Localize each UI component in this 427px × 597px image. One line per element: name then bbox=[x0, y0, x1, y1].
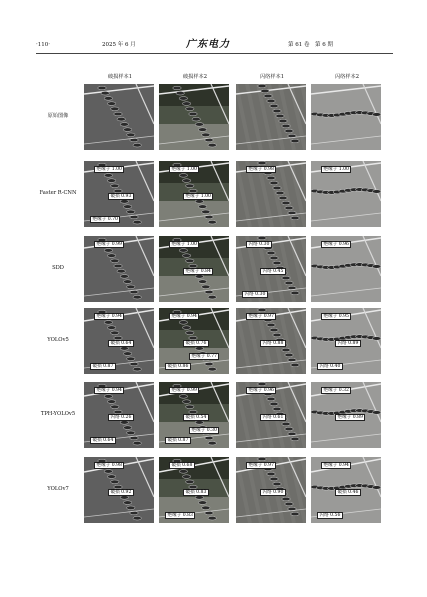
column-header: 闪络样本2 bbox=[334, 74, 360, 80]
detection-image-tile bbox=[311, 236, 381, 302]
detection-label: 绝缘子 0.94 bbox=[321, 462, 351, 469]
detection-image-tile bbox=[236, 161, 306, 227]
detection-label: 破损 0.68 bbox=[169, 462, 195, 469]
detection-label: 绝缘子 0.96 bbox=[321, 241, 351, 248]
detection-label: 闪络 0.30 bbox=[246, 241, 272, 248]
detection-image-tile bbox=[84, 84, 154, 150]
detection-label: 破损 0.93 bbox=[108, 193, 134, 200]
column-header: 闪络样本1 bbox=[259, 74, 285, 80]
detection-label: 绝缘子 1.00 bbox=[183, 193, 213, 200]
detection-label: 绝缘子 0.98 bbox=[246, 166, 276, 173]
detection-label: 闪络 0.89 bbox=[335, 340, 361, 347]
issue-date: 2025 年 6 月 bbox=[102, 42, 136, 48]
detection-label: 绝缘子 0.97 bbox=[246, 313, 276, 320]
row-label: SDD bbox=[52, 265, 64, 271]
detection-label: 绝缘子 0.96 bbox=[246, 387, 276, 394]
detection-label: 破损 0.87 bbox=[165, 437, 191, 444]
detection-label: 闪络 0.61 bbox=[260, 414, 286, 421]
detection-label: 闪络 0.56 bbox=[317, 512, 343, 519]
detection-image-tile bbox=[236, 382, 306, 448]
detection-image-tile bbox=[311, 84, 381, 150]
detection-label: 闪络 0.40 bbox=[317, 363, 343, 370]
detection-label: 破损 0.64 bbox=[108, 340, 134, 347]
detection-image-tile bbox=[84, 457, 154, 523]
detection-image-tile bbox=[236, 457, 306, 523]
column-header: 破损样本1 bbox=[107, 74, 133, 80]
detection-image-tile bbox=[311, 161, 381, 227]
row-label: YOLOv7 bbox=[47, 486, 69, 492]
detection-label: 绝缘子 0.89 bbox=[335, 414, 365, 421]
detection-label: 闪络 0.26 bbox=[108, 414, 134, 421]
detection-label: 破损 0.76 bbox=[183, 340, 209, 347]
detection-label: 绝缘子 0.94 bbox=[94, 387, 124, 394]
detection-image-tile bbox=[159, 382, 229, 448]
detection-label: 绝缘子 1.00 bbox=[321, 166, 351, 173]
detection-label: 绝缘子 0.77 bbox=[189, 353, 219, 360]
journal-title: 广东电力 bbox=[186, 39, 230, 50]
detection-label: 闪络 0.45 bbox=[260, 268, 286, 275]
detection-image-tile bbox=[84, 161, 154, 227]
detection-image-tile bbox=[159, 161, 229, 227]
detection-image-tile bbox=[159, 457, 229, 523]
detection-label: 绝缘子 0.32 bbox=[321, 387, 351, 394]
row-label: Faster R-CNN bbox=[39, 190, 77, 196]
detection-label: 绝缘子 0.94 bbox=[94, 313, 124, 320]
row-label: TPH-YOLOv5 bbox=[40, 411, 76, 417]
detection-label: 绝缘子 0.83 bbox=[165, 512, 195, 519]
issue-number: 第 6 期 bbox=[315, 42, 333, 48]
detection-label: 绝缘子 0.99 bbox=[169, 387, 199, 394]
detection-label: 闪络 0.30 bbox=[242, 291, 268, 298]
detection-image-tile bbox=[159, 84, 229, 150]
row-label: YOLOv5 bbox=[47, 337, 69, 343]
volume-number: 第 61 卷 bbox=[288, 42, 310, 48]
detection-image-tile bbox=[311, 308, 381, 374]
row-label: 原始图像 bbox=[47, 113, 69, 119]
detection-image-tile bbox=[159, 236, 229, 302]
detection-label: 破损 0.87 bbox=[90, 363, 116, 370]
page-number: ·110· bbox=[36, 42, 50, 48]
detection-label: 破损 0.46 bbox=[335, 489, 361, 496]
detection-label: 绝缘子 0.95 bbox=[321, 313, 351, 320]
detection-image-tile bbox=[236, 84, 306, 150]
detection-label: 绝缘子 1.00 bbox=[169, 241, 199, 248]
detection-label: 绝缘子 0.97 bbox=[246, 462, 276, 469]
detection-label: 绝缘子 1.00 bbox=[94, 166, 124, 173]
detection-label: 破损 0.86 bbox=[165, 363, 191, 370]
detection-image-tile bbox=[159, 308, 229, 374]
detection-label: 绝缘子 0.70 bbox=[90, 216, 120, 223]
detection-label: 破损 0.54 bbox=[183, 414, 209, 421]
detection-label: 闪络 0.88 bbox=[260, 340, 286, 347]
detection-label: 闪络 0.90 bbox=[260, 489, 286, 496]
detection-label: 绝缘子 0.84 bbox=[183, 268, 213, 275]
detection-label: 绝缘子 0.98 bbox=[94, 462, 124, 469]
detection-label: 绝缘子 1.00 bbox=[169, 166, 199, 173]
detection-image-tile bbox=[84, 308, 154, 374]
detection-image-tile bbox=[311, 457, 381, 523]
detection-image-tile bbox=[84, 236, 154, 302]
detection-label: 绝缘子 0.94 bbox=[169, 313, 199, 320]
detection-image-tile bbox=[311, 382, 381, 448]
detection-image-tile bbox=[84, 382, 154, 448]
detection-label: 破损 0.83 bbox=[183, 489, 209, 496]
detection-label: 破损 0.92 bbox=[108, 489, 134, 496]
column-header: 破损样本2 bbox=[182, 74, 208, 80]
detection-image-tile bbox=[236, 236, 306, 302]
detection-label: 绝缘子 0.99 bbox=[94, 241, 124, 248]
detection-label: 绝缘子 0.30 bbox=[189, 427, 219, 434]
detection-image-tile bbox=[236, 308, 306, 374]
detection-label: 破损 0.64 bbox=[90, 437, 116, 444]
